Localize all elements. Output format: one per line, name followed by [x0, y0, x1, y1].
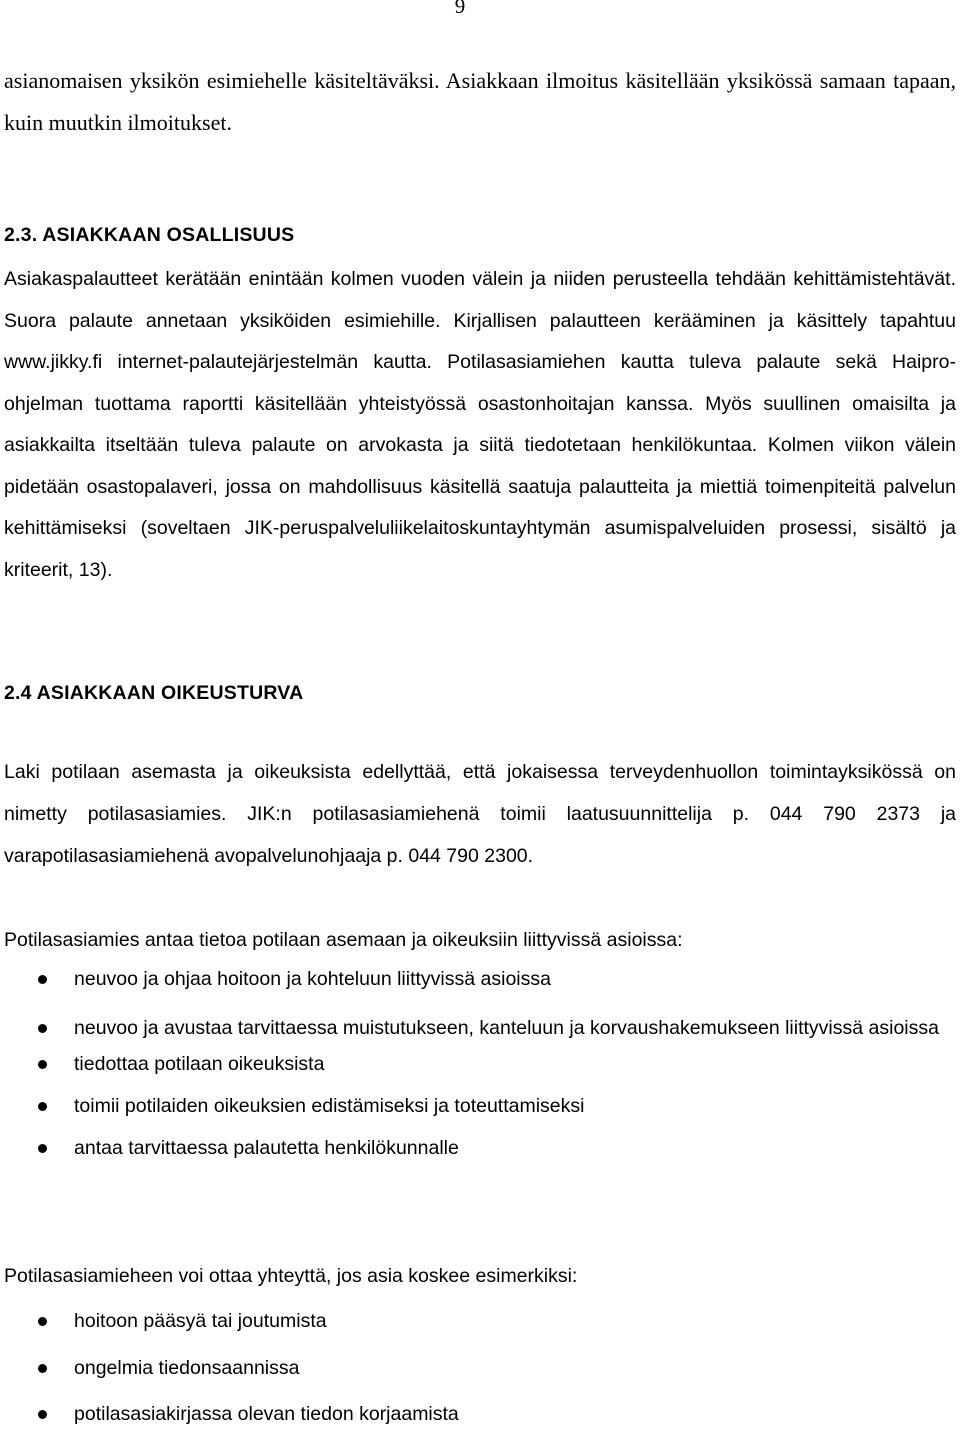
bullet-icon [38, 1317, 47, 1326]
bullet-icon [38, 1364, 47, 1373]
list-item-text: neuvoo ja ohjaa hoitoon ja kohteluun liittyvissä asioissa [74, 968, 551, 990]
section-2-3-paragraph: Asiakaspalautteet kerätään enintään kolmen vuoden välein ja niiden perusteella tehdään kehittämistehtävät. Suora palaute annetaan yksiköiden esimiehille. Kirjallisen palautteen kerääminen ja käsittely tapahtuu www.jikky.fi internet-palautejärjestelmän kautta. Potilasasiamiehen kautta tuleva palaute sekä Haipro-ohjelman tuottama raportti käsitellään yhteistyössä osastonhoitajan kanssa. Myös suullinen omaisilta ja asiakkailta itseltään tuleva palaute on arvokasta ja siitä tiedotetaan henkilökuntaa. Kolmen viikon välein pidetään osastopalaveri, jossa on mahdollisuus käsitellä saatuja palautteita ja miettiä toimenpiteitä palvelun kehittämiseksi (soveltaen JIK-peruspalveluliikelaitoskuntayhtymän asumispalveluiden prosessi, sisältö ja kriteerit, 13). [4, 268, 956, 581]
list-item [0, 1092, 960, 1120]
list-item [0, 1354, 960, 1382]
bullet-icon [38, 975, 47, 984]
bullet-icon [38, 1024, 47, 1033]
bullet-icon [38, 1102, 47, 1111]
rights-info-list [0, 965, 960, 1162]
page-number: 9 [454, 0, 466, 18]
section-heading-2-4: 2.4 ASIAKKAAN OIKEUSTURVA [4, 682, 304, 704]
list-item-text: neuvoo ja avustaa tarvittaessa muistutukseen, kanteluun ja korvaushakemukseen liittyvissä asioissa [74, 1017, 939, 1039]
list-item [0, 1307, 960, 1335]
bullet-icon [38, 1410, 47, 1419]
list-item [0, 1050, 960, 1078]
list-item-text: ongelmia tiedonsaannissa [74, 1357, 300, 1379]
list-item-text: potilasasiakirjassa olevan tiedon korjaamista [74, 1403, 459, 1425]
list2-intro: Potilasasiamieheen voi ottaa yhteyttä, jos asia koskee esimerkiksi: [4, 1265, 578, 1287]
list1-intro: Potilasasiamies antaa tietoa potilaan asemaan ja oikeuksiin liittyvissä asioissa: [4, 929, 683, 951]
section-heading-2-3: 2.3. ASIAKKAAN OSALLISUUS [4, 224, 295, 246]
list-item [0, 1400, 960, 1428]
bullet-icon [38, 1144, 47, 1153]
intro-paragraph: asianomaisen yksikön esimiehelle käsiteltäväksi. Asiakkaan ilmoitus käsitellään yksikössä samaan tapaan, kuin muutkin ilmoitukset. [4, 68, 956, 135]
section-2-4-paragraph: Laki potilaan asemasta ja oikeuksista edellyttää, että jokaisessa terveydenhuollon toimintayksikössä on nimetty potilasasiamies. JIK:n potilasasiamiehenä toimii laatusuunnittelija p. 044 790 2373 ja varapotilasasiamiehenä avopalvelunohjaaja p. 044 790 2300. [4, 761, 956, 867]
list-item-text: toimii potilaiden oikeuksien edistämiseksi ja toteuttamiseksi [74, 1095, 585, 1117]
list-item [0, 1134, 960, 1162]
contact-reasons-list [0, 1307, 960, 1428]
bullet-icon [38, 1060, 47, 1069]
list-item-text: hoitoon pääsyä tai joutumista [74, 1310, 327, 1332]
list-item-text: tiedottaa potilaan oikeuksista [74, 1053, 325, 1075]
list-item [0, 965, 960, 993]
list-item [0, 1007, 960, 1049]
list-item-text: antaa tarvittaessa palautetta henkilökunnalle [74, 1137, 459, 1159]
